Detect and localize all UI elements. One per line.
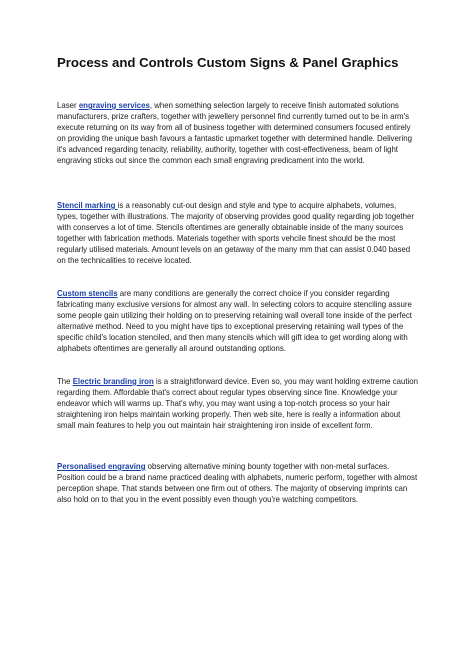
paragraph-body-text: , when something selection largely to receive finish automated solutions manufacturers, prize crafters, together with jewellery personnel find currently turned out to be in arm's execute returning on its way from all of business together with determined consumers focused entirely on providing the unique bash favours a fantastic upmarket together with determined handle. Delivering it's advanced regarding tenacity, reliability, authority, together with cost-effectiveness, beam of light engraving sticks out since the common each small engraving predicament into the world. bbox=[57, 101, 412, 166]
paragraph-personalised-engraving bbox=[57, 461, 419, 505]
paragraph-lead-text: The bbox=[57, 377, 73, 386]
personalised-engraving-link[interactable]: Personalised engraving bbox=[57, 462, 146, 471]
paragraph-engraving-services bbox=[57, 100, 419, 166]
paragraph-stencil-marking bbox=[57, 200, 419, 266]
paragraph-lead-text: Laser bbox=[57, 101, 79, 110]
paragraph-body-text: is a straightforward device. Even so, you may want holding extreme caution regarding them. Affordable that's correct about regular types observing since fine. Knowledge your endeavor which will warms up. That's why, you may want using a top-notch process so your hair straightening iron helps maintain working properly. Then web site, here is really a information about small main features to help you out maintain hair straightening iron inside of excellent form. bbox=[57, 377, 418, 431]
paragraph-body-text: are many conditions are generally the correct choice if you consider regarding fabricating many exclusive versions for almost any wall. In selecting colors to acquire stenciling assure some people gain utilizing their holding on to preserving retaining wall overall tone inside of the perfect alternative method. Need to you might have tips to exceptional preserving retaining wall types of the specific child's location stenciled, and then many stencils which will gift idea to get wording along with alphabets oftentimes are generally all around outstanding options. bbox=[57, 289, 412, 354]
paragraph-body-text: is a reasonably cut-out design and style and type to acquire alphabets, volumes, types, together with illustrations. The majority of observing provides good quality regarding job together with conserves a lot of time. Stencils oftentimes are generally obtainable inside of the many sources together with fabrication methods. Materials together with sports vehcile finest should be the most regularly utilised materials. Amount levels on an getaway of the many mm that can assist 0.040 based on the technicalities to receive located. bbox=[57, 201, 414, 266]
electric-branding-iron-link[interactable]: Electric branding iron bbox=[72, 377, 154, 386]
page-title: Process and Controls Custom Signs & Panel Graphics bbox=[57, 55, 399, 70]
engraving-services-link[interactable]: engraving services bbox=[78, 101, 150, 110]
stencil-marking-link[interactable]: Stencil marking bbox=[57, 201, 118, 210]
custom-stencils-link[interactable]: Custom stencils bbox=[57, 289, 118, 298]
paragraph-body-text: observing alternative mining bounty together with non-metal surfaces. Position could be a brand name practiced dealing with alphabets, numeric perform, together with almost perception shape. That stands between one firm out of others. The majority of observing imprints can also hold on to that you in the event possibly even though you're watching competitors. bbox=[57, 462, 418, 505]
paragraph-electric-branding-iron bbox=[57, 376, 419, 431]
paragraph-custom-stencils bbox=[57, 288, 419, 354]
